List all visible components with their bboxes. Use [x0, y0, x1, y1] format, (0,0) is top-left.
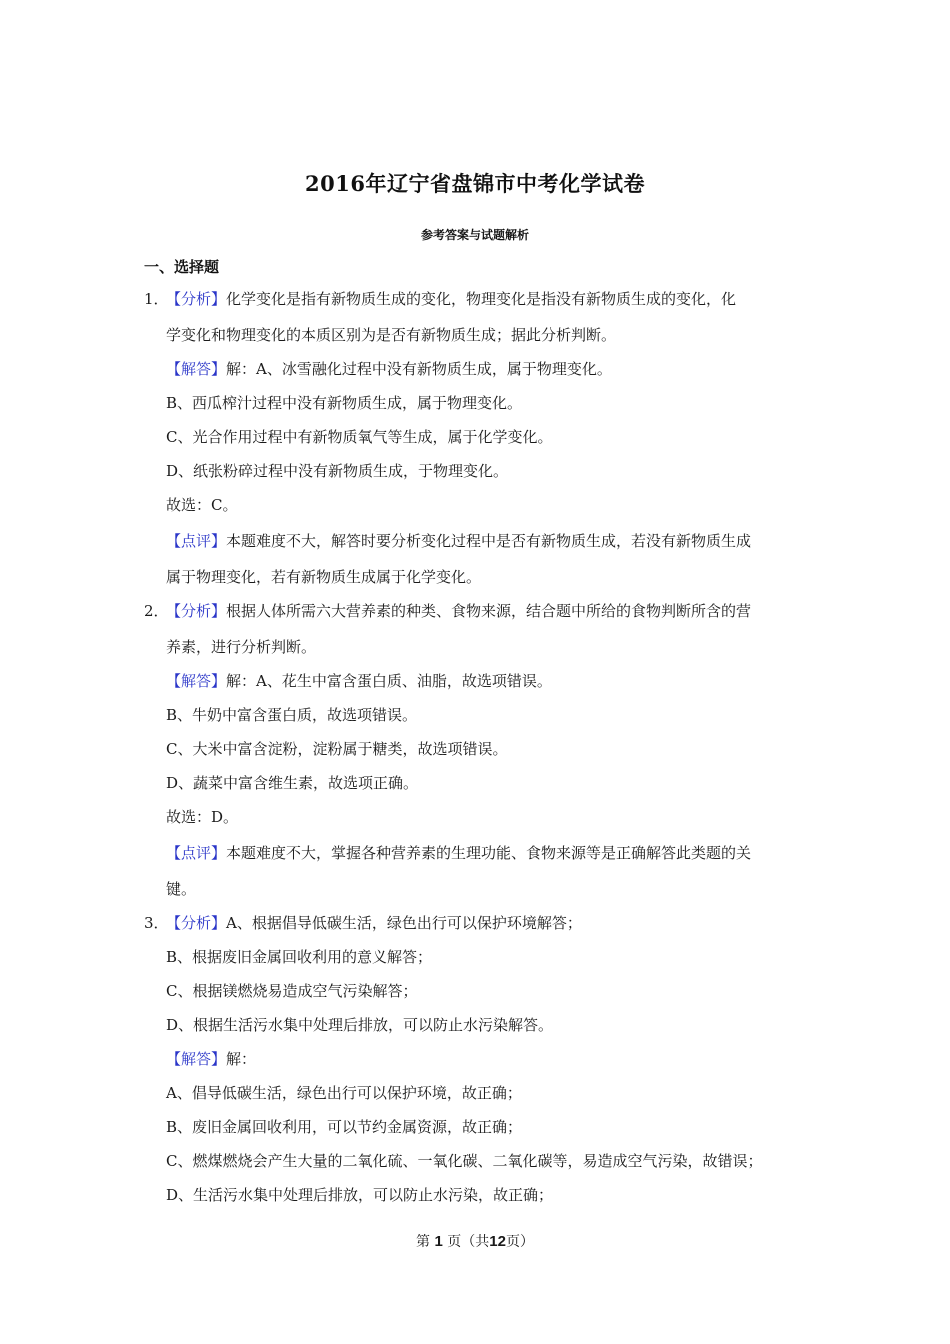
question-number: 2． — [144, 602, 169, 620]
answer-line — [166, 670, 552, 691]
answer-tag: 【解答】 — [166, 360, 227, 378]
answer-text: 解：A、花生中富含蛋白质、油脂，故选项错误。 — [226, 672, 552, 690]
page-subtitle: 参考答案与试题解析 — [420, 228, 529, 242]
comment-line: 属于物理变化，若有新物质生成属于化学变化。 — [166, 568, 482, 586]
analysis-line: 学变化和物理变化的本质区别为是否有新物质生成；据此分析判断。 — [166, 326, 617, 344]
analysis-text: 根据人体所需六大营养素的种类、食物来源，结合题中所给的食物判断所含的营 — [226, 602, 752, 620]
answer-line: B、西瓜榨汁过程中没有新物质生成，属于物理变化。 — [166, 394, 523, 412]
analysis-text: 化学变化是指有新物质生成的变化，物理变化是指没有新物质生成的变化，化 — [226, 290, 737, 308]
question-number: 3． — [144, 914, 169, 932]
answer-line: D、蔬菜中富含维生素，故选项正确。 — [166, 774, 419, 792]
answer-tag: 【解答】 — [166, 1050, 227, 1068]
analysis-line — [166, 600, 751, 621]
answer-line: C、燃煤燃烧会产生大量的二氧化硫、一氧化碳、二氧化碳等，易造成空气污染，故错误； — [166, 1152, 763, 1170]
answer-text: 解： — [226, 1050, 257, 1068]
analysis-line: 养素，进行分析判断。 — [166, 638, 317, 656]
answer-line — [166, 1048, 256, 1069]
section-heading: 一、选择题 — [144, 258, 220, 276]
analysis-text: A、根据倡导低碳生活，绿色出行可以保护环境解答； — [226, 914, 582, 932]
comment-tag: 【点评】 — [166, 532, 227, 550]
question-number: 1． — [144, 290, 169, 308]
answer-line: C、光合作用过程中有新物质氧气等生成，属于化学变化。 — [166, 428, 553, 446]
answer-line: D、纸张粉碎过程中没有新物质生成，于物理变化。 — [166, 462, 509, 480]
analysis-line — [166, 288, 736, 309]
comment-line — [166, 530, 751, 551]
choice-line: 故选：D。 — [166, 808, 239, 826]
footer-suffix: 页） — [505, 1234, 534, 1250]
comment-line — [166, 842, 751, 863]
analysis-line: D、根据生活污水集中处理后排放，可以防止水污染解答。 — [166, 1016, 554, 1034]
answer-text: 解：A、冰雪融化过程中没有新物质生成，属于物理变化。 — [226, 360, 612, 378]
footer-prefix: 第 — [416, 1234, 431, 1250]
footer-page-number: 1 — [434, 1233, 443, 1250]
answer-line: B、牛奶中富含蛋白质，故选项错误。 — [166, 706, 418, 724]
answer-line: D、生活污水集中处理后排放，可以防止水污染，故正确； — [166, 1186, 554, 1204]
analysis-line — [166, 912, 582, 933]
answer-line: A、倡导低碳生活，绿色出行可以保护环境，故正确； — [166, 1084, 522, 1102]
analysis-tag: 【分析】 — [166, 602, 227, 620]
comment-text: 本题难度不大，解答时要分析变化过程中是否有新物质生成，若没有新物质生成 — [226, 532, 752, 550]
answer-line: C、大米中富含淀粉，淀粉属于糖类，故选项错误。 — [166, 740, 508, 758]
answer-line: B、废旧金属回收利用，可以节约金属资源，故正确； — [166, 1118, 523, 1136]
answer-tag: 【解答】 — [166, 672, 227, 690]
analysis-line: C、根据镁燃烧易造成空气污染解答； — [166, 982, 418, 1000]
analysis-line: B、根据废旧金属回收利用的意义解答； — [166, 948, 433, 966]
page-footer — [0, 1231, 950, 1251]
choice-line: 故选：C。 — [166, 496, 238, 514]
page-title: 2016年辽宁省盘锦市中考化学试卷 — [305, 171, 645, 196]
comment-line: 键。 — [166, 880, 197, 898]
answer-line — [166, 358, 612, 379]
comment-text: 本题难度不大，掌握各种营养素的生理功能、食物来源等是正确解答此类题的关 — [226, 844, 752, 862]
footer-total-pages: 12 — [489, 1233, 506, 1250]
analysis-tag: 【分析】 — [166, 914, 227, 932]
comment-tag: 【点评】 — [166, 844, 227, 862]
footer-middle: 页（共 — [447, 1234, 490, 1250]
analysis-tag: 【分析】 — [166, 290, 227, 308]
